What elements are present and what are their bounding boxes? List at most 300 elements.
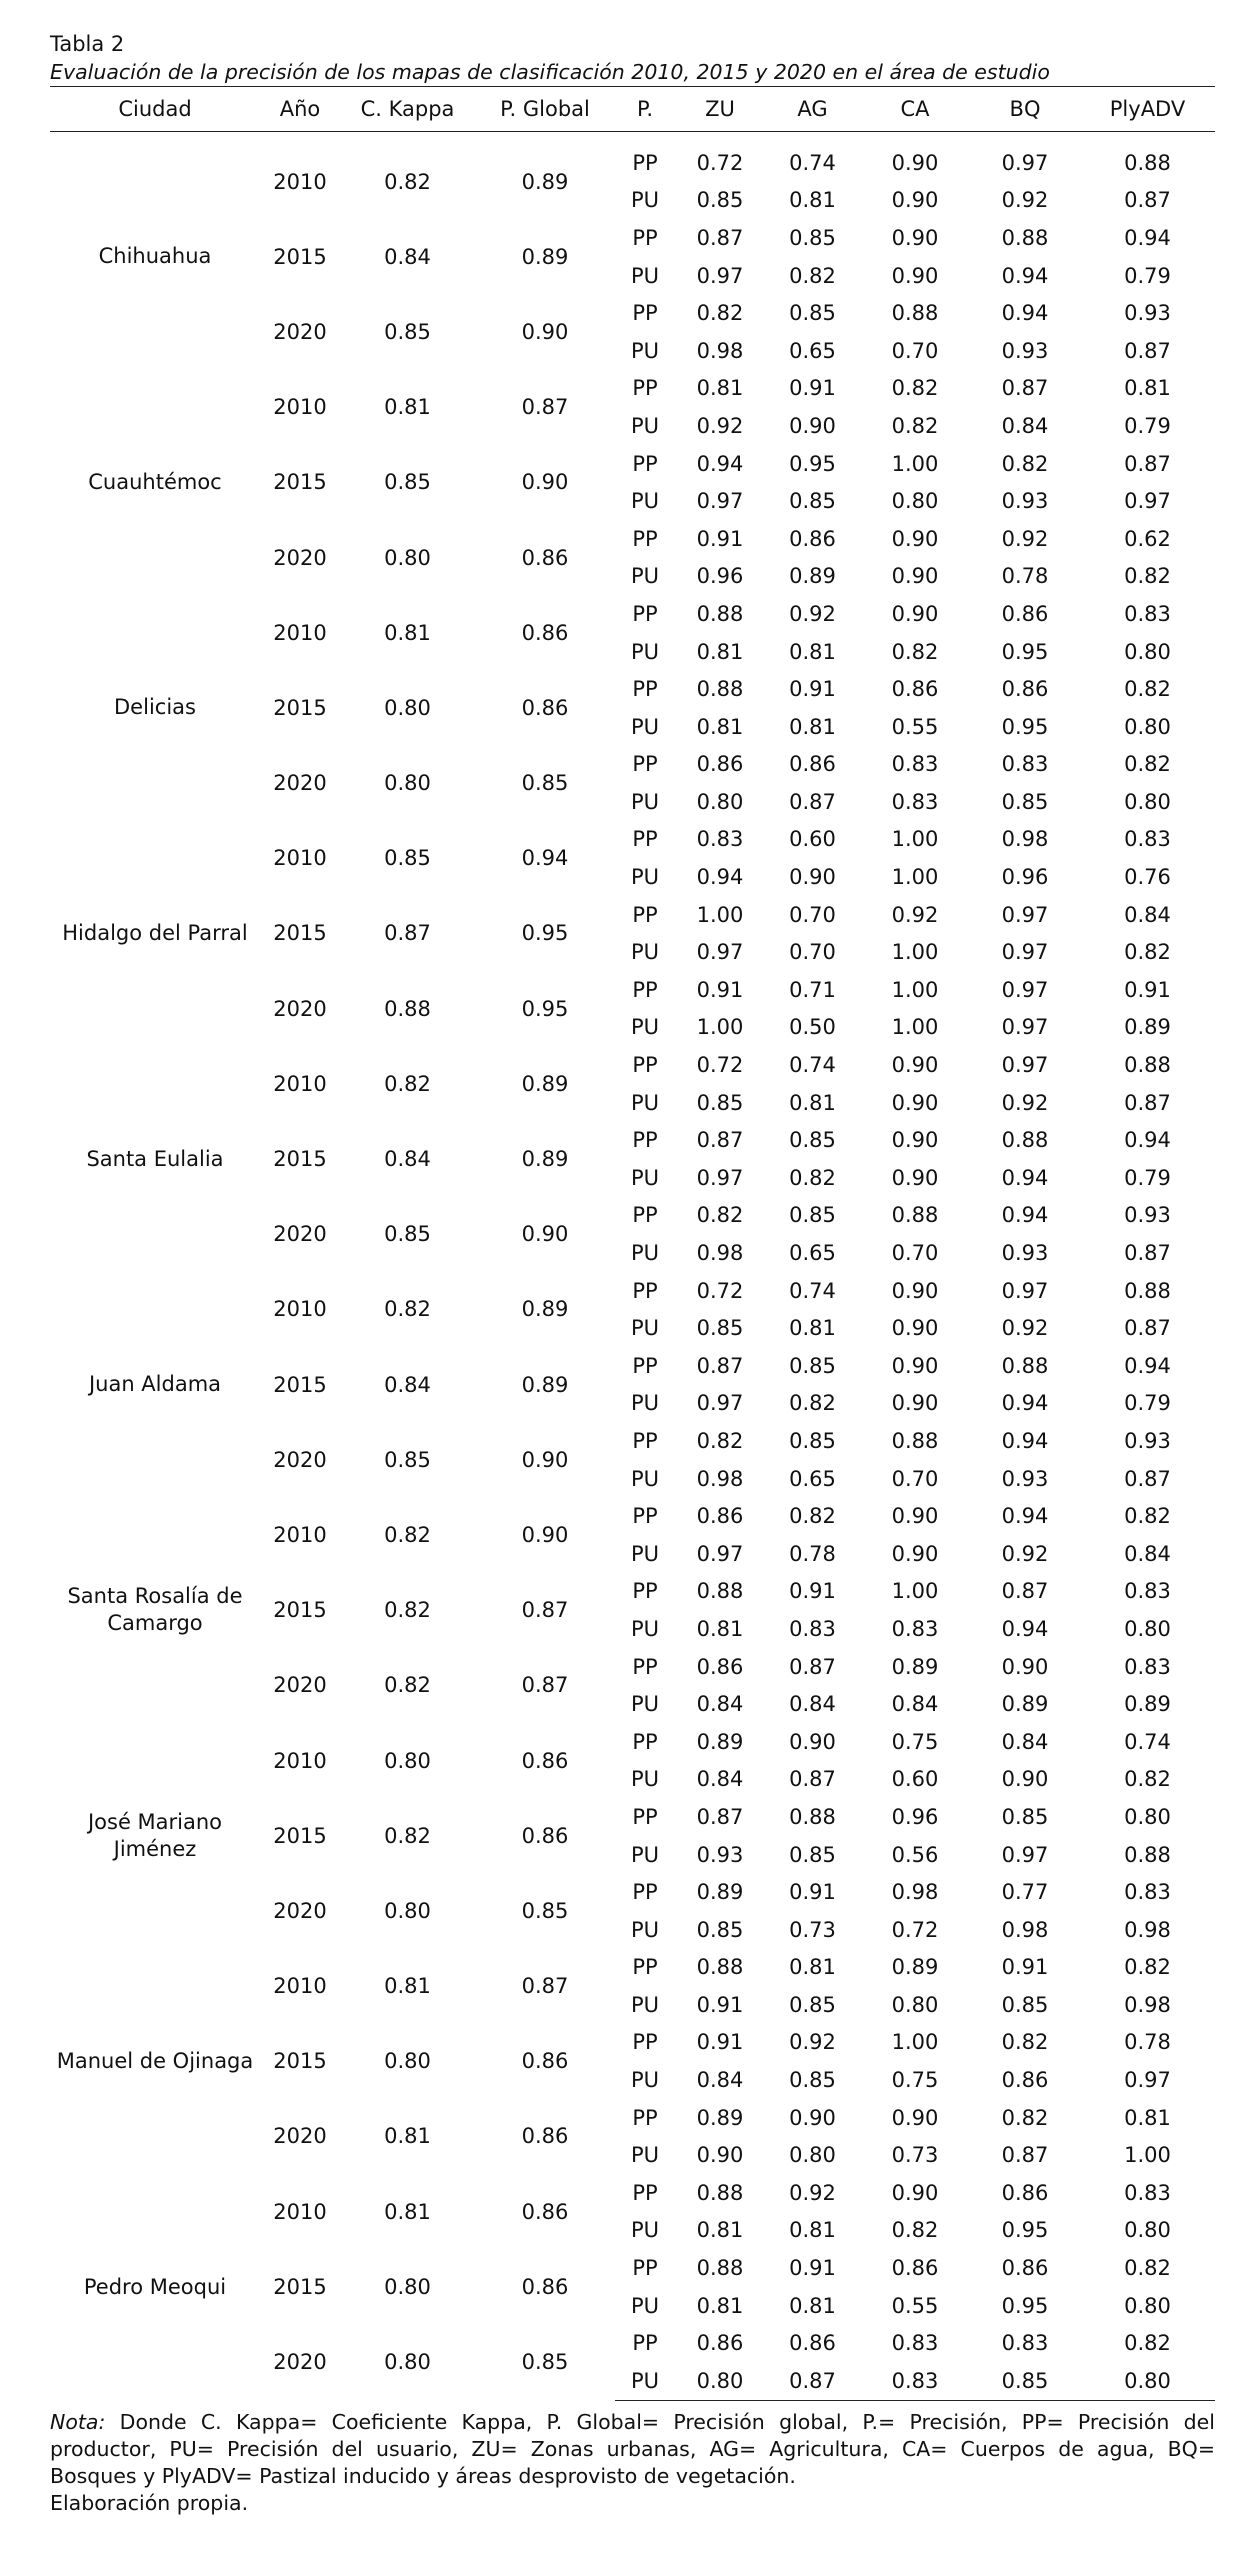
kappa-cell: 0.82 <box>384 1598 431 1623</box>
value-cell: 0.94 <box>1001 1391 1049 1416</box>
table-row <box>50 821 1215 859</box>
value-cell: 0.98 <box>1124 1992 1171 2017</box>
kappa-cell: 0.81 <box>384 2124 431 2149</box>
value-cell: 0.94 <box>1001 1165 1049 1190</box>
value-cell: 0.78 <box>1124 2030 1171 2055</box>
table-row <box>50 595 1215 633</box>
value-cell: 0.87 <box>1124 451 1171 476</box>
global-cell: 0.85 <box>521 1898 569 1923</box>
header-precision: P. <box>615 87 675 132</box>
value-cell: 0.89 <box>891 1955 939 1980</box>
value-cell: 0.70 <box>891 1241 939 1266</box>
precision-type-cell: PP <box>632 1428 658 1453</box>
kappa-cell: 0.80 <box>384 1748 431 1773</box>
precision-type-cell: PU <box>630 789 660 814</box>
value-cell: 0.74 <box>789 1278 836 1303</box>
value-cell: 0.82 <box>1124 2256 1171 2281</box>
precision-type-cell: PU <box>630 263 660 288</box>
year-cell: 2015 <box>273 244 327 269</box>
value-cell: 0.90 <box>789 865 836 890</box>
value-cell: 0.83 <box>891 2331 939 2356</box>
precision-type-cell: PU <box>630 865 660 890</box>
precision-type-cell: PU <box>630 2143 660 2168</box>
value-cell: 0.83 <box>1124 1654 1171 1679</box>
value-cell: 0.81 <box>696 639 744 664</box>
value-cell: 0.70 <box>891 338 939 363</box>
value-cell: 0.97 <box>1001 1842 1049 1867</box>
precision-type-cell: PU <box>630 1316 660 1341</box>
year-cell: 2020 <box>273 2124 327 2149</box>
value-cell: 0.93 <box>1124 1203 1171 1228</box>
value-cell: 0.84 <box>696 1692 744 1717</box>
value-cell: 0.84 <box>1124 902 1171 927</box>
table-row <box>50 132 1215 182</box>
header-zu: ZU <box>675 87 765 132</box>
kappa-cell: 0.81 <box>384 395 431 420</box>
value-cell: 0.87 <box>696 1804 744 1829</box>
precision-type-cell: PU <box>630 1165 660 1190</box>
value-cell: 0.80 <box>1124 789 1171 814</box>
value-cell: 0.83 <box>1124 1880 1171 1905</box>
value-cell: 1.00 <box>1124 2143 1171 2168</box>
value-cell: 1.00 <box>891 2030 939 2055</box>
value-cell: 0.79 <box>1124 263 1171 288</box>
value-cell: 1.00 <box>891 827 939 852</box>
value-cell: 1.00 <box>891 451 939 476</box>
value-cell: 0.87 <box>1124 1090 1171 1115</box>
value-cell: 0.86 <box>891 2256 939 2281</box>
value-cell: 0.85 <box>789 2068 836 2093</box>
value-cell: 0.89 <box>789 564 836 589</box>
kappa-cell: 0.82 <box>384 1823 431 1848</box>
table-row <box>50 370 1215 408</box>
value-cell: 0.93 <box>1001 489 1049 514</box>
value-cell: 0.87 <box>1124 1466 1171 1491</box>
value-cell: 0.88 <box>891 301 939 326</box>
value-cell: 0.85 <box>789 489 836 514</box>
value-cell: 0.56 <box>891 1842 939 1867</box>
value-cell: 0.94 <box>1124 1353 1171 1378</box>
city-name: Delicias <box>114 695 196 720</box>
year-cell: 2010 <box>273 1522 327 1547</box>
value-cell: 0.81 <box>789 1090 836 1115</box>
value-cell: 0.86 <box>1001 2068 1049 2093</box>
value-cell: 0.72 <box>696 150 744 175</box>
global-cell: 0.90 <box>521 470 569 495</box>
value-cell: 0.82 <box>1124 940 1171 965</box>
value-cell: 1.00 <box>696 902 744 927</box>
value-cell: 0.81 <box>789 639 836 664</box>
value-cell: 0.65 <box>789 1241 836 1266</box>
precision-type-cell: PP <box>632 1203 658 1228</box>
value-cell: 1.00 <box>891 1015 939 1040</box>
value-cell: 0.72 <box>891 1917 939 1942</box>
value-cell: 0.85 <box>696 188 744 213</box>
value-cell: 0.90 <box>891 1090 939 1115</box>
kappa-cell: 0.80 <box>384 1898 431 1923</box>
table-row <box>50 1046 1215 1084</box>
global-cell: 0.87 <box>521 395 569 420</box>
header-ca: CA <box>860 87 970 132</box>
precision-type-cell: PP <box>632 1278 658 1303</box>
kappa-cell: 0.81 <box>384 620 431 645</box>
value-cell: 0.90 <box>891 1165 939 1190</box>
table-row <box>50 1949 1215 1987</box>
value-cell: 0.80 <box>1124 1616 1171 1641</box>
header-ciudad: Ciudad <box>50 87 260 132</box>
precision-type-cell: PP <box>632 1955 658 1980</box>
value-cell: 0.94 <box>1001 1428 1049 1453</box>
kappa-cell: 0.80 <box>384 771 431 796</box>
value-cell: 0.83 <box>891 1616 939 1641</box>
kappa-cell: 0.88 <box>384 996 431 1021</box>
year-cell: 2020 <box>273 771 327 796</box>
value-cell: 0.95 <box>789 451 836 476</box>
value-cell: 0.86 <box>696 2331 744 2356</box>
value-cell: 0.90 <box>891 564 939 589</box>
global-cell: 0.89 <box>521 1297 569 1322</box>
value-cell: 0.95 <box>1001 714 1049 739</box>
value-cell: 0.87 <box>696 1128 744 1153</box>
value-cell: 0.79 <box>1124 1391 1171 1416</box>
value-cell: 0.85 <box>789 1992 836 2017</box>
value-cell: 0.82 <box>1124 1767 1171 1792</box>
precision-type-cell: PU <box>630 338 660 363</box>
value-cell: 0.97 <box>696 1165 744 1190</box>
precision-type-cell: PP <box>632 1053 658 1078</box>
value-cell: 0.81 <box>696 1616 744 1641</box>
precision-type-cell: PU <box>615 2362 675 2400</box>
table-row <box>50 1272 1215 1310</box>
precision-type-cell: PP <box>632 150 658 175</box>
value-cell: 0.97 <box>1124 489 1171 514</box>
value-cell: 0.90 <box>891 1278 939 1303</box>
note-text: Donde C. Kappa= Coeficiente Kappa, P. Global= Precisión global, P.= Precisión, PP= Precisión del productor, PU= Precisión del usuario, ZU= Zonas urbanas, AG= Agricultura, CA= Cuerpos de agua, BQ= Bosques y PlyADV= Pastizal inducido y áreas desprovisto de vegetación. <box>50 2409 1215 2488</box>
value-cell: 0.84 <box>1001 1729 1049 1754</box>
year-cell: 2020 <box>273 1673 327 1698</box>
value-cell: 0.81 <box>789 2218 836 2243</box>
precision-type-cell: PU <box>630 1842 660 1867</box>
value-cell: 0.88 <box>1001 225 1049 250</box>
value-cell: 0.86 <box>891 677 939 702</box>
value-cell: 0.81 <box>789 2293 836 2318</box>
precision-type-cell: PU <box>630 1090 660 1115</box>
value-cell: 0.98 <box>1001 827 1049 852</box>
value-cell: 0.83 <box>1124 827 1171 852</box>
value-cell: 0.82 <box>891 413 939 438</box>
value-cell: 0.80 <box>696 789 744 814</box>
value-cell: 0.85 <box>789 1842 836 1867</box>
year-cell: 2020 <box>273 545 327 570</box>
table-note <box>50 2409 1215 2517</box>
year-cell: 2010 <box>273 395 327 420</box>
year-cell: 2010 <box>273 169 327 194</box>
global-cell: 0.86 <box>521 545 569 570</box>
value-cell: 0.87 <box>789 1767 836 1792</box>
value-cell: 0.87 <box>1124 1241 1171 1266</box>
global-cell: 0.87 <box>521 1598 569 1623</box>
value-cell: 0.90 <box>891 150 939 175</box>
value-cell: 0.79 <box>1124 1165 1171 1190</box>
kappa-cell: 0.81 <box>384 1974 431 1999</box>
value-cell: 0.85 <box>789 1203 836 1228</box>
value-cell: 0.89 <box>1124 1015 1171 1040</box>
value-cell: 1.00 <box>891 1579 939 1604</box>
value-cell: 0.87 <box>696 1353 744 1378</box>
value-cell: 0.97 <box>696 1541 744 1566</box>
year-cell: 2020 <box>273 1898 327 1923</box>
value-cell: 0.80 <box>1124 2218 1171 2243</box>
value-cell: 0.86 <box>1001 677 1049 702</box>
value-cell: 0.70 <box>891 1466 939 1491</box>
value-cell: 0.89 <box>891 1654 939 1679</box>
value-cell: 0.88 <box>1124 1842 1171 1867</box>
value-cell: 0.62 <box>1124 526 1171 551</box>
value-cell: 0.84 <box>696 1767 744 1792</box>
value-cell: 0.82 <box>789 1504 836 1529</box>
value-cell: 0.55 <box>891 714 939 739</box>
value-cell: 0.91 <box>789 1880 836 1905</box>
value-cell: 0.84 <box>1124 1541 1171 1566</box>
precision-type-cell: PU <box>630 1692 660 1717</box>
value-cell: 0.82 <box>1124 752 1171 777</box>
value-cell: 1.00 <box>891 977 939 1002</box>
precision-type-cell: PP <box>632 225 658 250</box>
precision-type-cell: PP <box>632 376 658 401</box>
global-cell: 0.87 <box>521 1974 569 1999</box>
value-cell: 0.90 <box>789 1729 836 1754</box>
value-cell: 0.89 <box>696 1880 744 1905</box>
value-cell: 0.82 <box>891 2218 939 2243</box>
kappa-cell: 0.80 <box>384 545 431 570</box>
value-cell: 0.88 <box>1001 1128 1049 1153</box>
value-cell: 0.94 <box>1001 1504 1049 1529</box>
year-cell: 2015 <box>273 470 327 495</box>
global-cell: 0.85 <box>521 2350 569 2375</box>
value-cell: 0.84 <box>696 2068 744 2093</box>
value-cell: 0.87 <box>1124 338 1171 363</box>
value-cell: 0.79 <box>1124 413 1171 438</box>
header-ag: AG <box>765 87 860 132</box>
table-body <box>50 132 1215 2401</box>
value-cell: 0.86 <box>789 526 836 551</box>
value-cell: 0.89 <box>1124 1692 1171 1717</box>
value-cell: 0.85 <box>1001 789 1049 814</box>
value-cell: 0.92 <box>789 601 836 626</box>
table-row <box>50 1723 1215 1761</box>
value-cell: 0.98 <box>696 1241 744 1266</box>
kappa-cell: 0.82 <box>384 1673 431 1698</box>
global-cell: 0.86 <box>521 695 569 720</box>
value-cell: 0.50 <box>789 1015 836 1040</box>
value-cell: 0.90 <box>891 2105 939 2130</box>
value-cell: 0.85 <box>789 1428 836 1453</box>
value-cell: 0.87 <box>696 225 744 250</box>
value-cell: 0.90 <box>891 263 939 288</box>
value-cell: 0.89 <box>1001 1692 1049 1717</box>
value-cell: 0.82 <box>789 1165 836 1190</box>
value-cell: 0.98 <box>1124 1917 1171 1942</box>
kappa-cell: 0.80 <box>384 695 431 720</box>
year-cell: 2020 <box>273 319 327 344</box>
value-cell: 0.80 <box>891 489 939 514</box>
global-cell: 0.85 <box>521 771 569 796</box>
value-cell: 0.85 <box>789 225 836 250</box>
table-caption: Evaluación de la precisión de los mapas de clasificación 2010, 2015 y 2020 en el área de estudio <box>50 60 1050 84</box>
value-cell: 0.93 <box>1001 1241 1049 1266</box>
value-cell: 0.80 <box>789 2143 836 2168</box>
city-name: Santa Eulalia <box>86 1146 224 1171</box>
value-cell: 0.55 <box>891 2293 939 2318</box>
precision-type-cell: PU <box>630 1391 660 1416</box>
value-cell: 0.82 <box>1124 1504 1171 1529</box>
precision-type-cell: PP <box>632 677 658 702</box>
value-cell: 0.80 <box>1080 2362 1215 2400</box>
note-label: Nota: <box>50 2409 106 2434</box>
value-cell: 0.98 <box>696 338 744 363</box>
global-cell: 0.90 <box>521 1522 569 1547</box>
kappa-cell: 0.85 <box>384 846 431 871</box>
value-cell: 0.94 <box>696 451 744 476</box>
global-cell: 0.89 <box>521 244 569 269</box>
kappa-cell: 0.80 <box>384 2350 431 2375</box>
value-cell: 0.97 <box>1001 902 1049 927</box>
precision-type-cell: PU <box>630 940 660 965</box>
value-cell: 0.84 <box>1001 413 1049 438</box>
value-cell: 0.60 <box>789 827 836 852</box>
precision-type-cell: PP <box>632 752 658 777</box>
value-cell: 0.72 <box>696 1053 744 1078</box>
precision-type-cell: PU <box>630 1917 660 1942</box>
value-cell: 0.87 <box>1124 1316 1171 1341</box>
precision-type-cell: PP <box>632 2105 658 2130</box>
global-cell: 0.90 <box>521 1222 569 1247</box>
value-cell: 0.90 <box>891 1391 939 1416</box>
value-cell: 0.92 <box>1001 188 1049 213</box>
header-plyadv: PlyADV <box>1080 87 1215 132</box>
city-name: Manuel de Ojinaga <box>56 2048 254 2073</box>
header-ano: Año <box>260 87 340 132</box>
value-cell: 0.92 <box>891 902 939 927</box>
value-cell: 0.95 <box>1001 2293 1049 2318</box>
value-cell: 0.83 <box>891 789 939 814</box>
value-cell: 0.82 <box>1124 1955 1171 1980</box>
value-cell: 0.80 <box>1124 2293 1171 2318</box>
global-cell: 0.90 <box>521 1447 569 1472</box>
value-cell: 0.90 <box>891 601 939 626</box>
value-cell: 0.88 <box>1124 150 1171 175</box>
value-cell: 0.91 <box>696 977 744 1002</box>
value-cell: 0.86 <box>696 1504 744 1529</box>
value-cell: 0.85 <box>789 301 836 326</box>
precision-type-cell: PP <box>632 1654 658 1679</box>
value-cell: 0.85 <box>789 1128 836 1153</box>
header-kappa: C. Kappa <box>340 87 475 132</box>
document <box>50 30 1215 2517</box>
value-cell: 0.86 <box>789 752 836 777</box>
value-cell: 0.81 <box>696 376 744 401</box>
year-cell: 2015 <box>273 1147 327 1172</box>
value-cell: 0.92 <box>1001 1316 1049 1341</box>
precision-type-cell: PP <box>632 1504 658 1529</box>
value-cell: 0.78 <box>789 1541 836 1566</box>
value-cell: 0.88 <box>696 601 744 626</box>
precision-type-cell: PP <box>632 301 658 326</box>
value-cell: 0.87 <box>1001 1579 1049 1604</box>
value-cell: 0.89 <box>696 2105 744 2130</box>
value-cell: 0.94 <box>1001 301 1049 326</box>
city-name: José Mariano Jiménez <box>87 1809 223 1861</box>
precision-type-cell: PP <box>632 1804 658 1829</box>
year-cell: 2010 <box>273 1974 327 1999</box>
value-cell: 0.92 <box>1001 526 1049 551</box>
kappa-cell: 0.85 <box>384 470 431 495</box>
value-cell: 0.74 <box>789 150 836 175</box>
year-cell: 2015 <box>273 1823 327 1848</box>
value-cell: 0.75 <box>891 1729 939 1754</box>
value-cell: 0.86 <box>1001 601 1049 626</box>
value-cell: 0.87 <box>1001 376 1049 401</box>
value-cell: 0.92 <box>789 2180 836 2205</box>
city-name: Santa Rosalía de Camargo <box>67 1584 243 1636</box>
value-cell: 0.88 <box>1124 1053 1171 1078</box>
value-cell: 0.90 <box>1001 1654 1049 1679</box>
city-name: Chihuahua <box>98 244 212 269</box>
value-cell: 0.98 <box>1001 1917 1049 1942</box>
value-cell: 0.93 <box>696 1842 744 1867</box>
global-cell: 0.90 <box>521 319 569 344</box>
value-cell: 0.88 <box>1001 1353 1049 1378</box>
global-cell: 0.89 <box>521 1372 569 1397</box>
value-cell: 0.95 <box>1001 2218 1049 2243</box>
precision-type-cell: PP <box>632 2331 658 2356</box>
value-cell: 0.83 <box>1124 2180 1171 2205</box>
precision-type-cell: PP <box>632 977 658 1002</box>
value-cell: 0.81 <box>789 188 836 213</box>
value-cell: 0.81 <box>789 714 836 739</box>
value-cell: 0.97 <box>1001 977 1049 1002</box>
city-name: Juan Aldama <box>88 1372 222 1397</box>
kappa-cell: 0.82 <box>384 1297 431 1322</box>
value-cell: 0.88 <box>891 1203 939 1228</box>
value-cell: 0.88 <box>696 1955 744 1980</box>
year-cell: 2015 <box>273 1598 327 1623</box>
precision-type-cell: PU <box>630 2068 660 2093</box>
value-cell: 0.87 <box>1124 188 1171 213</box>
value-cell: 0.90 <box>891 1353 939 1378</box>
value-cell: 0.81 <box>696 714 744 739</box>
value-cell: 0.70 <box>789 940 836 965</box>
kappa-cell: 0.82 <box>384 1071 431 1096</box>
kappa-cell: 0.80 <box>384 2274 431 2299</box>
value-cell: 0.92 <box>789 2030 836 2055</box>
precision-type-cell: PU <box>630 2218 660 2243</box>
value-cell: 0.91 <box>696 1992 744 2017</box>
value-cell: 0.80 <box>1124 714 1171 739</box>
value-cell: 0.82 <box>696 301 744 326</box>
value-cell: 0.86 <box>696 1654 744 1679</box>
value-cell: 0.91 <box>1001 1955 1049 1980</box>
kappa-cell: 0.80 <box>384 2049 431 2074</box>
precision-type-cell: PP <box>632 1729 658 1754</box>
precision-type-cell: PU <box>630 188 660 213</box>
kappa-cell: 0.85 <box>384 1447 431 1472</box>
value-cell: 0.90 <box>891 2180 939 2205</box>
value-cell: 0.65 <box>789 1466 836 1491</box>
value-cell: 0.76 <box>1124 865 1171 890</box>
value-cell: 0.81 <box>789 1316 836 1341</box>
value-cell: 0.80 <box>891 1992 939 2017</box>
